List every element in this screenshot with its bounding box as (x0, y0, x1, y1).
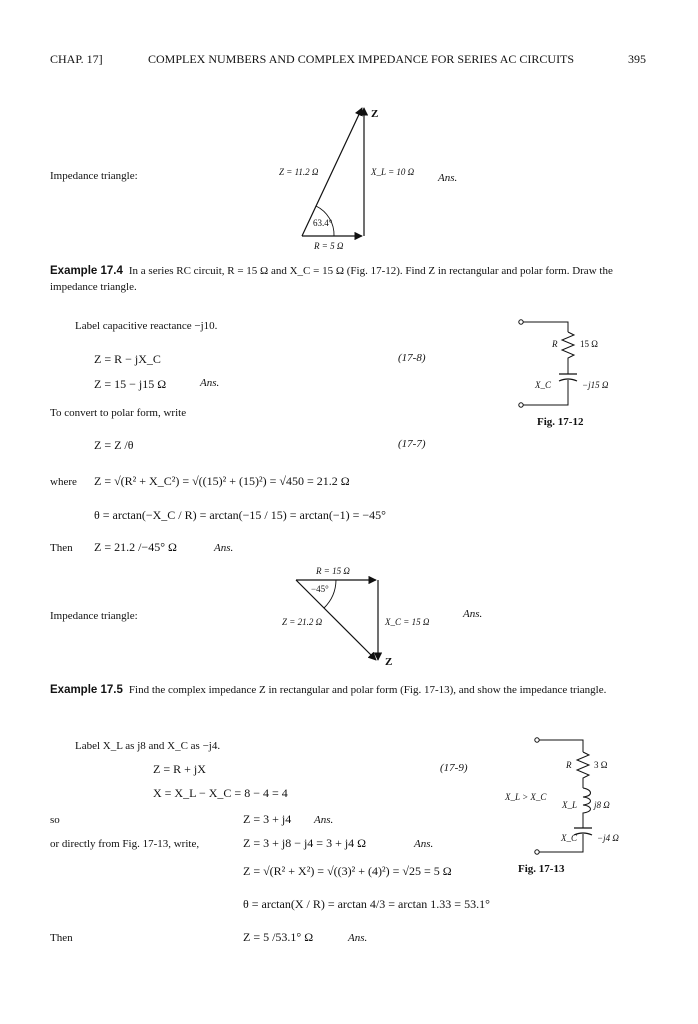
t2-hyp-label: Z = 21.2 Ω (282, 617, 323, 627)
fig1712-caption: Fig. 17-12 (537, 416, 584, 428)
fig1713-c-label: X_C (561, 833, 578, 843)
ex175-direct-label: or directly from Fig. 17-13, write, (50, 838, 200, 850)
example-17-5-text: Find the complex impedance Z in rectangular and polar form (Fig. 17-13), and show the impedance triangle. (128, 684, 607, 696)
ex175-eq6: θ = arctan(X / R) = arctan 4/3 = arctan 1.33 = 53.1° (243, 897, 490, 911)
ex175-eq4: Z = 3 + j8 − j4 = 3 + j4 Ω (243, 836, 367, 850)
fig1713-c-value: −j4 Ω (597, 833, 619, 843)
ex175-eq5: Z = √(R² + X²) = √((3)² + (4)²) = √25 = 5 Ω (243, 864, 452, 878)
fig1713-l-label: X_L (562, 800, 578, 810)
ex174-eq2-ans: Ans. (200, 377, 220, 389)
example-17-4-text: In a series RC circuit, R = 15 Ω and X_C = 15 Ω (Fig. 17-12). Find Z in rectangular and polar form. Draw the impedance triangle. (50, 265, 613, 293)
ex175-eq7: Z = 5 /53.1° Ω (243, 930, 314, 944)
ex175-eq1-ref: (17-9) (440, 762, 468, 774)
t1-hyp-label: Z = 11.2 Ω (279, 167, 319, 177)
ex175-eq3: Z = 3 + j4 (243, 812, 292, 826)
fig1712-r-value: 15 Ω (580, 339, 598, 349)
fig1713-r-label: R (566, 760, 572, 770)
t2-vert-label: X_C = 15 Ω (385, 617, 430, 627)
t2-angle-label: −45° (311, 584, 329, 594)
fig1713-cond-label: X_L > X_C (505, 792, 547, 802)
ex174-eq4: Z = √(R² + X_C²) = √((15)² + (15)²) = √450 = 21.2 Ω (94, 474, 350, 488)
t1-z-label: Z (371, 108, 379, 120)
page-number: 395 (628, 52, 646, 66)
ex174-then-label: Then (50, 542, 73, 554)
ex175-eq2: X = X_L − X_C = 8 − 4 = 4 (153, 786, 288, 800)
fig1713-r-value: 3 Ω (594, 760, 608, 770)
ex175-so-label: so (50, 814, 60, 826)
ex174-eq2: Z = 15 − j15 Ω (94, 377, 167, 391)
fig1712-c-label: X_C (535, 380, 552, 390)
triangle2-caption: Impedance triangle: (50, 610, 138, 622)
example-17-5-heading: Example 17.5 (50, 684, 123, 696)
fig1712-r-label: R (552, 339, 558, 349)
t1-base-label: R = 5 Ω (314, 241, 344, 251)
ex174-convert-line: To convert to polar form, write (50, 407, 187, 419)
ex175-then-label: Then (50, 932, 73, 944)
t2-z-label: Z (385, 656, 393, 668)
resistor-symbol (577, 752, 589, 788)
fig1712-c-value: −j15 Ω (582, 380, 609, 390)
ex175-eq3-ans: Ans. (314, 814, 334, 826)
ex174-eq5: θ = arctan(−X_C / R) = arctan(−15 / 15) = arctan(−1) = −45° (94, 508, 386, 522)
ex174-label-line: Label capacitive reactance −j10. (75, 320, 218, 332)
t1-ans: Ans. (438, 172, 458, 184)
ex174-eq3: Z = Z /θ (94, 438, 134, 452)
ex174-eq1-ref: (17-8) (398, 352, 426, 364)
chapter-label: CHAP. 17] (50, 52, 103, 66)
ex174-where-label: where (50, 476, 77, 488)
fig1713-l-value: j8 Ω (594, 800, 610, 810)
triangle1-caption: Impedance triangle: (50, 170, 138, 182)
ex175-eq7-ans: Ans. (348, 932, 368, 944)
fig1713-caption: Fig. 17-13 (518, 863, 565, 875)
running-title: COMPLEX NUMBERS AND COMPLEX IMPEDANCE FOR SERIES AC CIRCUITS (148, 52, 575, 66)
t1-vert-label: X_L = 10 Ω (371, 167, 415, 177)
ex174-eq6-ans: Ans. (214, 542, 234, 554)
t1-angle-label: 63.4° (313, 218, 333, 228)
t2-ans: Ans. (463, 608, 483, 620)
ex175-eq1: Z = R + jX (153, 762, 206, 776)
ex174-eq1: Z = R − jX_C (94, 352, 161, 366)
example-17-4-heading: Example 17.4 (50, 265, 123, 277)
ex174-eq6: Z = 21.2 /−45° Ω (94, 540, 177, 554)
ex175-label-line: Label X_L as j8 and X_C as −j4. (75, 740, 221, 752)
t2-top-label: R = 15 Ω (316, 566, 350, 576)
inductor-symbol (583, 788, 591, 828)
ex175-eq4-ans: Ans. (414, 838, 434, 850)
ex174-eq3-ref: (17-7) (398, 438, 426, 450)
